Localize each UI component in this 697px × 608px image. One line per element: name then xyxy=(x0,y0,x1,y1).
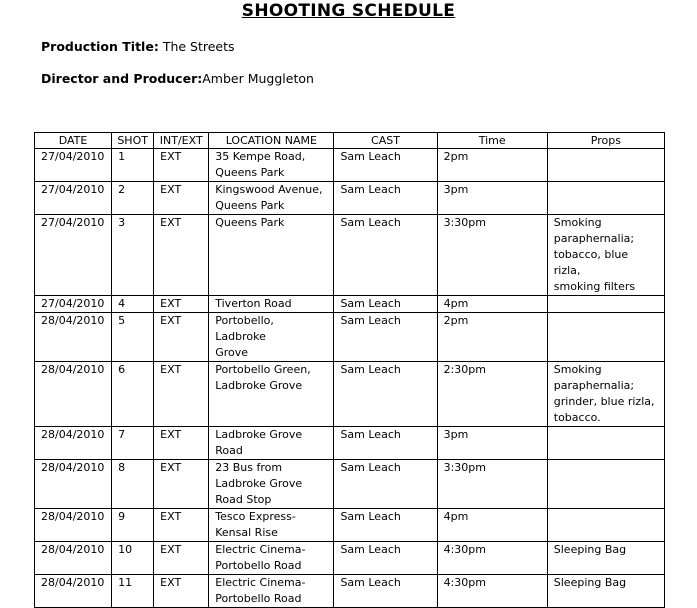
table-row xyxy=(35,215,665,296)
int-ext-cell-text: EXT xyxy=(160,150,182,163)
director-value: Amber Muggleton xyxy=(202,71,314,86)
header-time: Time xyxy=(437,133,547,149)
header-props: Props xyxy=(547,133,664,149)
props-cell xyxy=(547,509,664,542)
cast-cell-text: Sam Leach xyxy=(340,150,401,163)
int-ext-cell-text: EXT xyxy=(160,428,182,441)
props-cell-text: Sleeping Bag xyxy=(553,576,627,589)
time-cell xyxy=(437,215,547,296)
int-ext-cell-text: EXT xyxy=(160,183,182,196)
table-row xyxy=(35,575,665,608)
int-ext-cell-text: EXT xyxy=(160,543,182,556)
cast-cell xyxy=(334,296,437,313)
date-cell-text: 28/04/2010 xyxy=(41,363,105,376)
table-body xyxy=(35,149,665,608)
time-cell xyxy=(437,509,547,542)
shot-cell xyxy=(112,362,154,427)
shot-cell xyxy=(112,575,154,608)
location-cell xyxy=(209,313,334,362)
cast-cell xyxy=(334,509,437,542)
shot-cell xyxy=(112,296,154,313)
time-cell xyxy=(437,427,547,460)
date-cell xyxy=(35,362,112,427)
table-row xyxy=(35,362,665,427)
int-ext-cell-text: EXT xyxy=(160,297,182,310)
shot-cell-text: 6 xyxy=(118,363,126,376)
shot-cell-text: 7 xyxy=(118,428,126,441)
cast-cell-text: Sam Leach xyxy=(340,314,401,327)
time-cell xyxy=(437,542,547,575)
date-cell xyxy=(35,542,112,575)
date-cell xyxy=(35,149,112,182)
location-cell-text: Tesco Express- Kensal Rise xyxy=(215,510,296,539)
cast-cell-text: Sam Leach xyxy=(340,183,401,196)
location-cell xyxy=(209,182,334,215)
cast-cell xyxy=(334,460,437,509)
shot-cell-text: 8 xyxy=(118,461,126,474)
time-cell-text: 2pm xyxy=(443,150,469,163)
int-ext-cell xyxy=(154,427,209,460)
int-ext-cell-text: EXT xyxy=(160,576,182,589)
cast-cell-text: Sam Leach xyxy=(340,363,401,376)
date-cell xyxy=(35,509,112,542)
date-cell-text: 28/04/2010 xyxy=(41,576,105,589)
cast-cell-text: Sam Leach xyxy=(340,461,401,474)
shot-cell-text: 9 xyxy=(118,510,126,523)
props-cell-text: Smoking paraphernalia; tobacco, blue rizla, smoking filters xyxy=(553,216,636,293)
director-label: Director and Producer: xyxy=(41,71,203,86)
time-cell xyxy=(437,296,547,313)
location-cell xyxy=(209,542,334,575)
date-cell-text: 27/04/2010 xyxy=(41,183,105,196)
date-cell-text: 28/04/2010 xyxy=(41,543,105,556)
shot-cell xyxy=(112,215,154,296)
table-row xyxy=(35,509,665,542)
time-cell xyxy=(437,313,547,362)
props-cell xyxy=(547,542,664,575)
location-cell-text: Electric Cinema- Portobello Road xyxy=(215,576,306,605)
production-title-value: The Streets xyxy=(162,39,235,54)
date-cell xyxy=(35,215,112,296)
int-ext-cell xyxy=(154,149,209,182)
date-cell-text: 27/04/2010 xyxy=(41,216,105,229)
location-cell-text: Tiverton Road xyxy=(215,297,292,310)
props-cell xyxy=(547,427,664,460)
int-ext-cell xyxy=(154,313,209,362)
time-cell-text: 3pm xyxy=(443,183,469,196)
location-cell xyxy=(209,296,334,313)
shot-cell-text: 5 xyxy=(118,314,126,327)
date-cell xyxy=(35,182,112,215)
location-cell xyxy=(209,509,334,542)
int-ext-cell xyxy=(154,460,209,509)
production-title-label: Production Title: xyxy=(41,39,159,54)
table-row xyxy=(35,182,665,215)
time-cell-text: 4pm xyxy=(443,297,469,310)
date-cell xyxy=(35,313,112,362)
cast-cell xyxy=(334,542,437,575)
time-cell-text: 3:30pm xyxy=(443,461,486,474)
int-ext-cell-text: EXT xyxy=(160,314,182,327)
props-cell xyxy=(547,182,664,215)
location-cell xyxy=(209,575,334,608)
time-cell xyxy=(437,182,547,215)
time-cell xyxy=(437,362,547,427)
location-cell-text: 35 Kempe Road, Queens Park xyxy=(215,150,306,179)
time-cell xyxy=(437,149,547,182)
date-cell-text: 27/04/2010 xyxy=(41,150,105,163)
cast-cell-text: Sam Leach xyxy=(340,216,401,229)
cast-cell-text: Sam Leach xyxy=(340,428,401,441)
shot-cell xyxy=(112,460,154,509)
int-ext-cell-text: EXT xyxy=(160,363,182,376)
schedule-table xyxy=(34,132,665,608)
time-cell xyxy=(437,460,547,509)
cast-cell-text: Sam Leach xyxy=(340,543,401,556)
date-cell xyxy=(35,427,112,460)
props-cell-text: Smoking paraphernalia; grinder, blue rizla, tobacco. xyxy=(553,363,655,424)
time-cell-text: 4:30pm xyxy=(443,543,486,556)
props-cell-text: Sleeping Bag xyxy=(553,543,627,556)
shot-cell xyxy=(112,542,154,575)
cast-cell xyxy=(334,149,437,182)
props-cell xyxy=(547,313,664,362)
time-cell-text: 4:30pm xyxy=(443,576,486,589)
date-cell-text: 28/04/2010 xyxy=(41,314,105,327)
date-cell-text: 28/04/2010 xyxy=(41,461,105,474)
shot-cell-text: 2 xyxy=(118,183,126,196)
location-cell xyxy=(209,460,334,509)
int-ext-cell xyxy=(154,215,209,296)
int-ext-cell xyxy=(154,362,209,427)
location-cell-text: 23 Bus from Ladbroke Grove Road Stop xyxy=(215,461,303,506)
int-ext-cell-text: EXT xyxy=(160,461,182,474)
location-cell-text: Ladbroke Grove Road xyxy=(215,428,303,457)
props-cell xyxy=(547,460,664,509)
int-ext-cell-text: EXT xyxy=(160,216,182,229)
page-title: SHOOTING SCHEDULE xyxy=(241,1,456,21)
time-cell-text: 2pm xyxy=(443,314,469,327)
header-date: DATE xyxy=(35,133,112,149)
table-row xyxy=(35,460,665,509)
props-cell xyxy=(547,296,664,313)
table-row xyxy=(35,296,665,313)
director-line xyxy=(41,71,314,87)
location-cell xyxy=(209,149,334,182)
header-shot: SHOT xyxy=(112,133,154,149)
location-cell-text: Kingswood Avenue, Queens Park xyxy=(215,183,323,212)
shot-cell-text: 4 xyxy=(118,297,126,310)
location-cell-text: Portobello Green, Ladbroke Grove xyxy=(215,363,311,392)
table-row xyxy=(35,427,665,460)
table-row xyxy=(35,149,665,182)
date-cell-text: 28/04/2010 xyxy=(41,428,105,441)
location-cell xyxy=(209,215,334,296)
props-cell xyxy=(547,215,664,296)
shot-cell-text: 3 xyxy=(118,216,126,229)
cast-cell-text: Sam Leach xyxy=(340,510,401,523)
shot-cell xyxy=(112,313,154,362)
table-row xyxy=(35,313,665,362)
time-cell-text: 4pm xyxy=(443,510,469,523)
cast-cell-text: Sam Leach xyxy=(340,297,401,310)
date-cell-text: 28/04/2010 xyxy=(41,510,105,523)
location-cell xyxy=(209,427,334,460)
cast-cell xyxy=(334,313,437,362)
shot-cell xyxy=(112,149,154,182)
time-cell xyxy=(437,575,547,608)
table-header-row xyxy=(35,133,665,149)
props-cell xyxy=(547,575,664,608)
date-cell xyxy=(35,296,112,313)
location-cell xyxy=(209,362,334,427)
time-cell-text: 2:30pm xyxy=(443,363,486,376)
shot-cell xyxy=(112,427,154,460)
table-row xyxy=(35,542,665,575)
props-cell xyxy=(547,362,664,427)
cast-cell-text: Sam Leach xyxy=(340,576,401,589)
int-ext-cell-text: EXT xyxy=(160,510,182,523)
location-cell-text: Electric Cinema- Portobello Road xyxy=(215,543,306,572)
production-title-line xyxy=(41,39,235,55)
int-ext-cell xyxy=(154,542,209,575)
date-cell xyxy=(35,460,112,509)
int-ext-cell xyxy=(154,575,209,608)
int-ext-cell xyxy=(154,182,209,215)
date-cell-text: 27/04/2010 xyxy=(41,297,105,310)
props-cell xyxy=(547,149,664,182)
location-cell-text: Queens Park xyxy=(215,216,285,229)
time-cell-text: 3:30pm xyxy=(443,216,486,229)
cast-cell xyxy=(334,575,437,608)
int-ext-cell xyxy=(154,296,209,313)
location-cell-text: Portobello, Ladbroke Grove xyxy=(215,314,274,359)
time-cell-text: 3pm xyxy=(443,428,469,441)
cast-cell xyxy=(334,182,437,215)
cast-cell xyxy=(334,427,437,460)
int-ext-cell xyxy=(154,509,209,542)
shot-cell xyxy=(112,509,154,542)
date-cell xyxy=(35,575,112,608)
header-cast: CAST xyxy=(334,133,437,149)
shot-cell-text: 11 xyxy=(118,576,133,589)
header-location-name: LOCATION NAME xyxy=(209,133,334,149)
shot-cell-text: 10 xyxy=(118,543,133,556)
shot-cell xyxy=(112,182,154,215)
cast-cell xyxy=(334,215,437,296)
header-int-ext: INT/EXT xyxy=(154,133,209,149)
shot-cell-text: 1 xyxy=(118,150,126,163)
cast-cell xyxy=(334,362,437,427)
